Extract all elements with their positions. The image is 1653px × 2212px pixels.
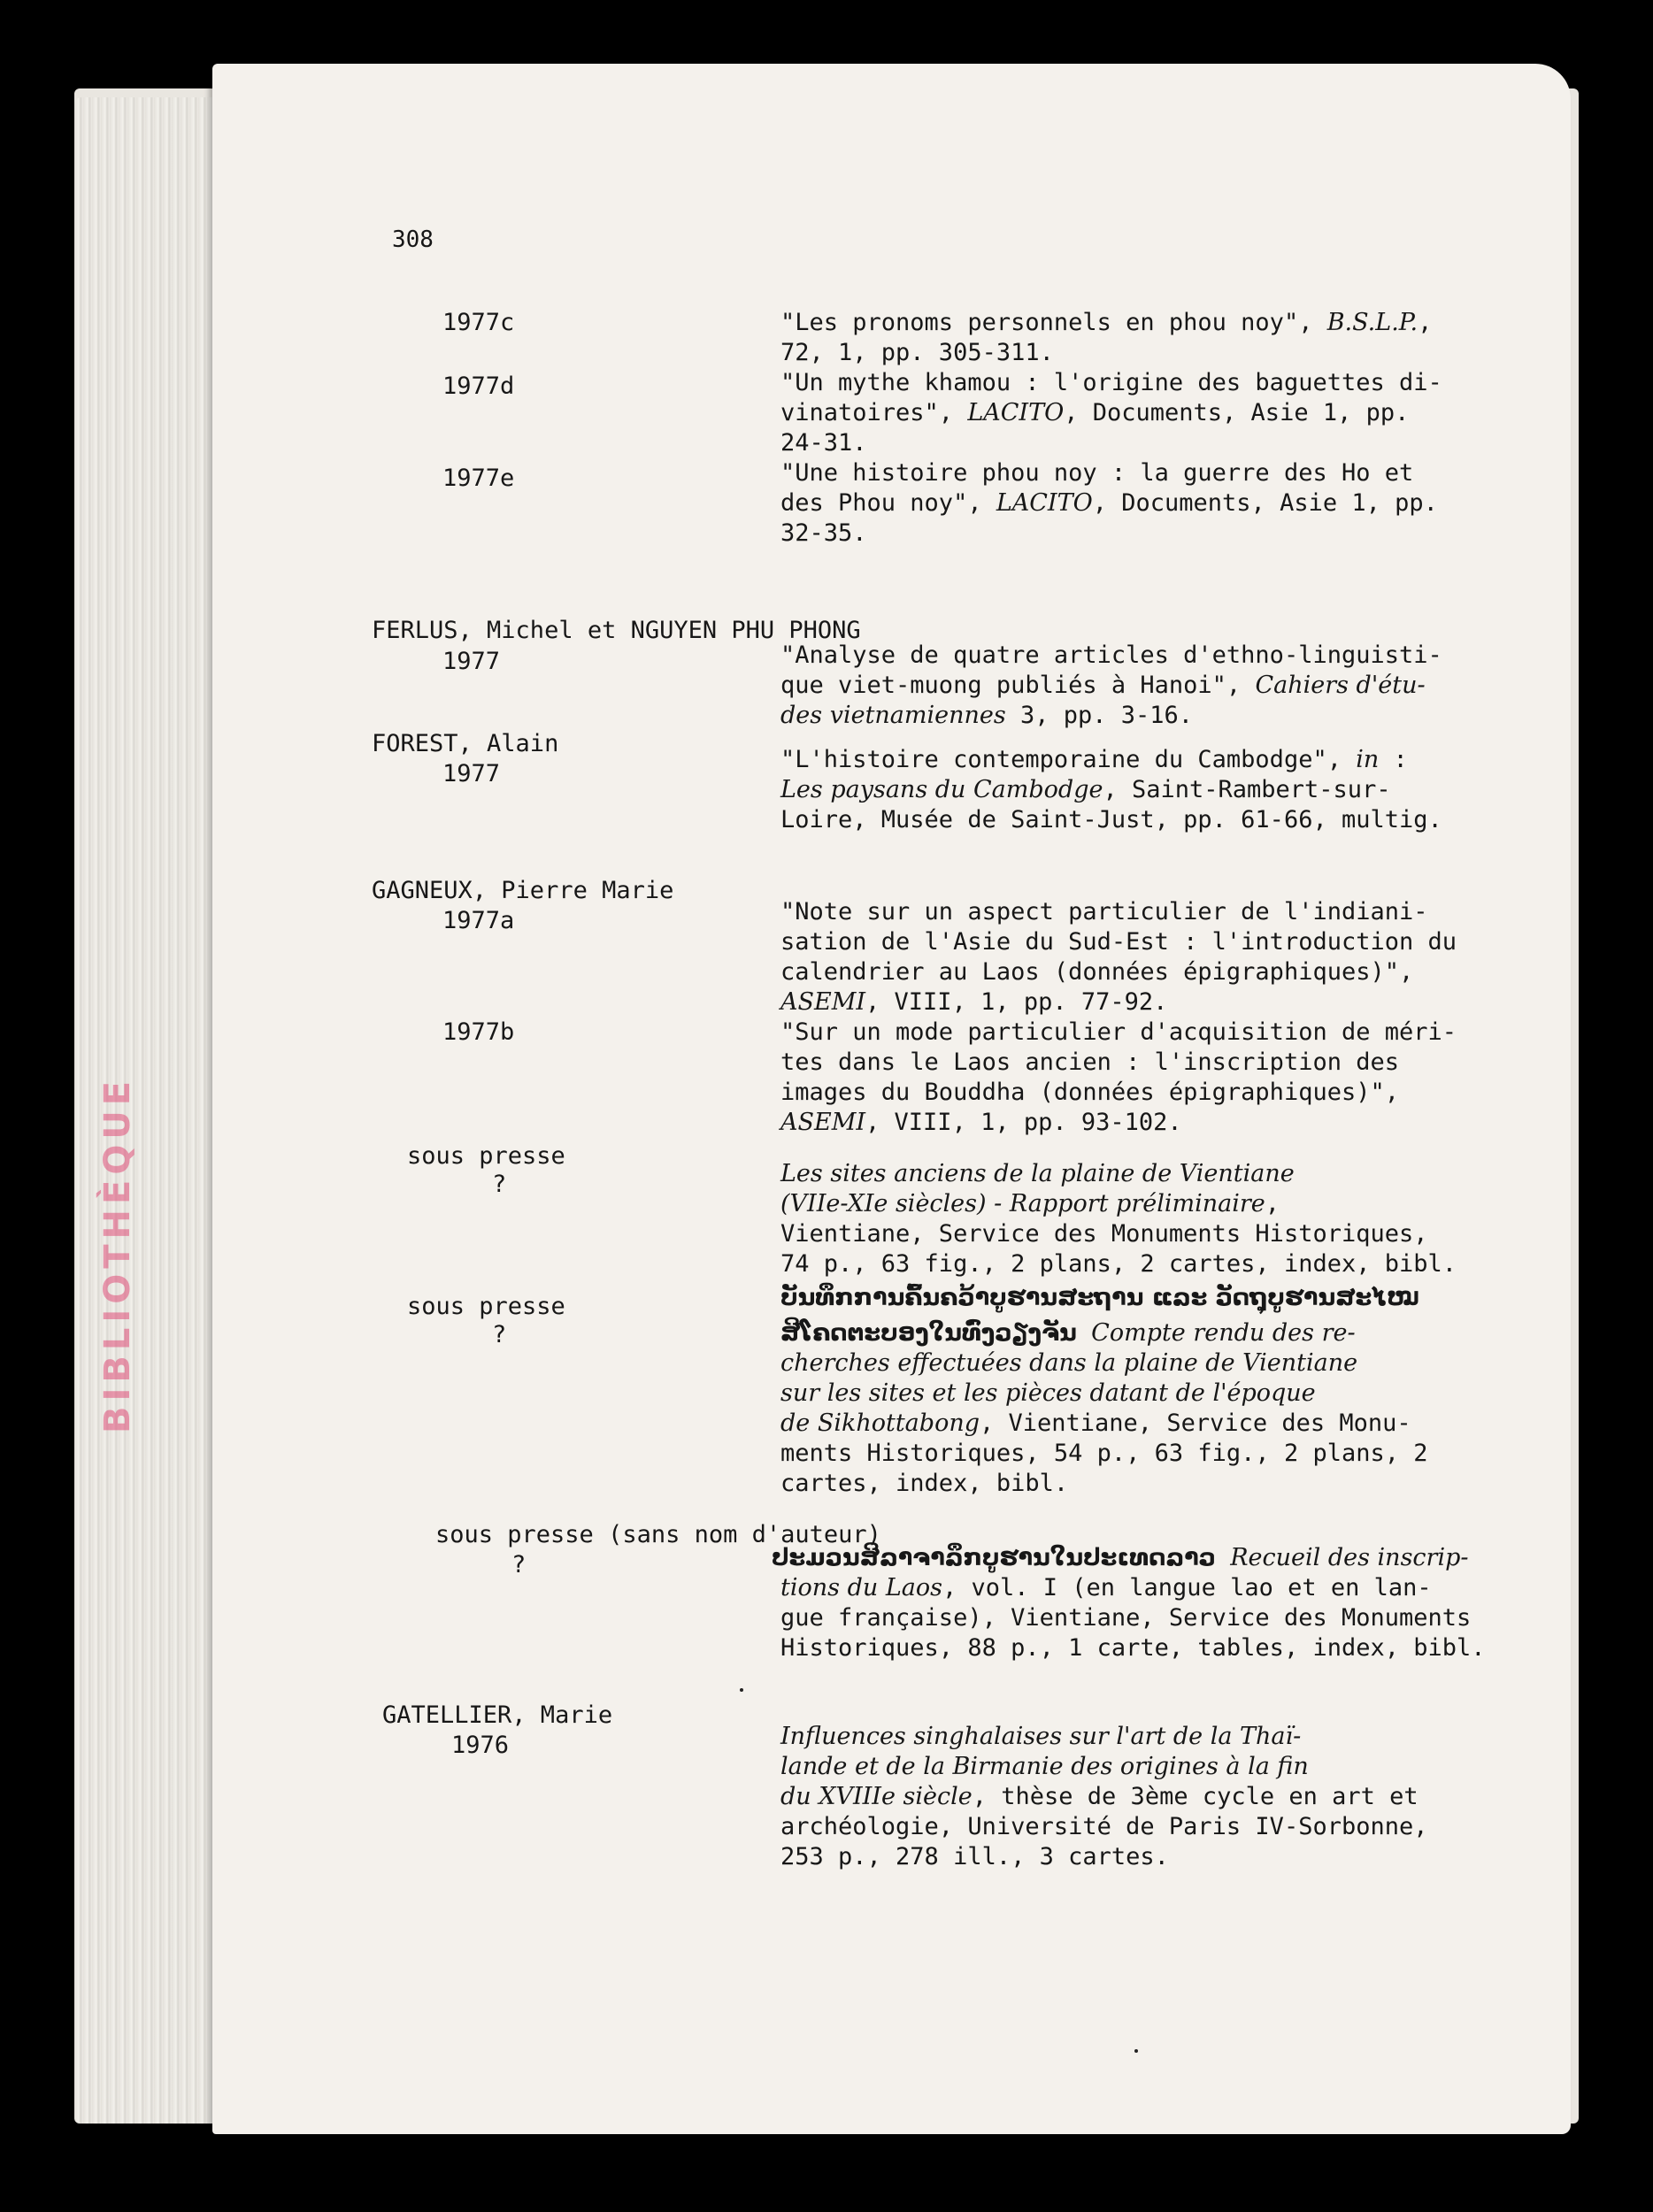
text-line: 1976	[451, 1732, 510, 1759]
text-segment: :	[1379, 746, 1408, 773]
text-segment: , Vientiane, Service des Monu-	[980, 1409, 1411, 1437]
italic-text-segment: LACITO	[996, 489, 1093, 517]
page-number: 308	[392, 227, 434, 253]
italic-text-segment: du XVIIIe siècle	[780, 1783, 973, 1810]
text-segment: ,	[1265, 1190, 1280, 1217]
text-line	[780, 1379, 1316, 1409]
text-line	[780, 1348, 1357, 1379]
ink-speck	[740, 1688, 743, 1692]
italic-text-segment: cherches effectuées dans la plaine de Vientiane	[780, 1349, 1358, 1377]
text-line: "Sur un mode particulier d'acquisition de méri-	[780, 1018, 1457, 1046]
text-segment: , vol. I (en langue lao et en lan-	[942, 1574, 1432, 1601]
text-line: sation de l'Asie du Sud-Est : l'introduction du	[780, 928, 1457, 956]
text-line	[780, 308, 1432, 338]
text-line: images du Bouddha (données épigraphiques)",	[780, 1079, 1399, 1106]
text-line: 72, 1, pp. 305-311.	[780, 339, 1054, 366]
italic-text-segment: in	[1356, 746, 1380, 773]
text-segment: , VIII, 1, pp. 77-92.	[865, 988, 1168, 1016]
text-line: Vientiane, Service des Monuments Historiques,	[780, 1220, 1428, 1248]
lao-text-segment: ບັນທຶກການຄົ້ນຄວ້າບູຮານສະຖານ ແລະ ວັດຖຸບູຮານສະໄໝ	[780, 1284, 1420, 1311]
text-line: FOREST, Alain	[372, 730, 559, 757]
text-line: calendrier au Laos (données épigraphiques)",	[780, 958, 1414, 986]
italic-text-segment: sur les sites et les pièces datant de l'époque	[780, 1379, 1316, 1407]
text-segment: , Documents, Asie 1, pp.	[1064, 399, 1410, 426]
italic-text-segment: lande et de la Birmanie des origines à la fin	[780, 1753, 1309, 1780]
text-segment: , Documents, Asie 1, pp.	[1092, 489, 1438, 517]
text-line: GATELLIER, Marie	[382, 1701, 613, 1729]
text-line: sous presse (sans nom d'auteur)	[435, 1521, 881, 1548]
text-line: ?	[492, 1321, 507, 1348]
text-line: 32-35.	[780, 519, 867, 547]
library-stamp: BIBLIOTHÈQUE	[97, 1075, 138, 1433]
text-line: 1977c	[442, 309, 515, 336]
text-line: 1977	[442, 760, 501, 787]
text-line	[780, 1722, 1301, 1752]
text-segment: vinatoires",	[780, 399, 968, 426]
text-line	[780, 488, 1438, 518]
italic-text-segment: B.S.L.P.	[1326, 309, 1419, 336]
text-line: tes dans le Laos ancien : l'inscription des	[780, 1048, 1399, 1076]
lao-text-segment: ສີໂຄດຕະບອງໃນທົ່ງວຽງຈັນ	[780, 1319, 1077, 1347]
italic-text-segment: Influences singhalaises sur l'art de la Thaï-	[780, 1723, 1302, 1750]
text-segment	[1216, 1544, 1230, 1571]
italic-text-segment: Les sites anciens de la plaine de Vientiane	[780, 1160, 1295, 1187]
italic-text-segment: Cahiers d'étu-	[1255, 672, 1426, 699]
text-line	[780, 1573, 1432, 1603]
italic-text-segment: de Sikhottabong	[780, 1409, 980, 1437]
text-line	[780, 745, 1408, 775]
text-line: ?	[511, 1551, 527, 1578]
italic-text-segment: tions du Laos	[780, 1574, 942, 1601]
text-line: gue française), Vientiane, Service des Monuments	[780, 1604, 1472, 1632]
text-line: 253 p., 278 ill., 3 cartes.	[780, 1843, 1169, 1870]
italic-text-segment: des vietnamiennes	[780, 702, 1006, 729]
italic-text-segment: Compte rendu des re-	[1091, 1319, 1356, 1347]
text-line: 1977e	[442, 465, 515, 492]
text-line: sous presse	[407, 1142, 565, 1170]
text-line	[772, 1543, 1469, 1573]
text-line: ?	[492, 1171, 507, 1198]
text-line	[780, 1283, 1419, 1313]
text-segment: "Les pronoms personnels en phou noy",	[780, 309, 1327, 336]
text-segment	[1077, 1319, 1091, 1347]
text-line: 1977	[442, 648, 501, 675]
text-line	[780, 1159, 1295, 1189]
ink-speck	[1134, 2049, 1138, 2053]
text-line	[780, 1108, 1182, 1138]
text-line	[780, 1318, 1356, 1348]
text-line: 1977b	[442, 1018, 515, 1046]
lao-text-segment: ປະມວນສິລາຈາລຶກບູຮານໃນປະເທດລາວ	[772, 1544, 1216, 1571]
text-segment: 3, pp. 3-16.	[1005, 702, 1194, 729]
text-line: 1977a	[442, 907, 515, 934]
text-line: FERLUS, Michel et NGUYEN PHU PHONG	[372, 617, 861, 644]
text-line: "Note sur un aspect particulier de l'indiani-	[780, 898, 1428, 926]
text-line: sous presse	[407, 1293, 565, 1320]
text-line: cartes, index, bibl.	[780, 1470, 1069, 1497]
italic-text-segment: LACITO	[967, 399, 1065, 426]
text-line: 74 p., 63 fig., 2 plans, 2 cartes, index, bibl.	[780, 1250, 1457, 1278]
italic-text-segment: (VIIe-XIe siècles) - Rapport préliminaire	[780, 1190, 1265, 1217]
italic-text-segment: Recueil des inscrip-	[1230, 1544, 1469, 1571]
text-line: 24-31.	[780, 429, 867, 457]
text-line	[780, 1189, 1280, 1219]
text-line: "Un mythe khamou : l'origine des baguettes di-	[780, 369, 1442, 396]
italic-text-segment: ASEMI	[780, 1109, 866, 1136]
text-line: GAGNEUX, Pierre Marie	[372, 877, 674, 904]
text-line: ments Historiques, 54 p., 63 fig., 2 plans, 2	[780, 1440, 1428, 1467]
italic-text-segment: Les paysans du Cambodge	[780, 776, 1103, 803]
text-line: Historiques, 88 p., 1 carte, tables, index, bibl.	[780, 1634, 1486, 1662]
text-line: 1977d	[442, 373, 515, 400]
text-line	[780, 1752, 1309, 1782]
text-line	[780, 398, 1409, 428]
text-line	[780, 1782, 1419, 1812]
text-line: archéologie, Université de Paris IV-Sorbonne,	[780, 1813, 1428, 1840]
italic-text-segment: ASEMI	[780, 988, 866, 1016]
text-line: Loire, Musée de Saint-Just, pp. 61-66, multig.	[780, 806, 1442, 833]
text-line	[780, 987, 1167, 1018]
text-segment: , Saint-Rambert-sur-	[1103, 776, 1391, 803]
text-line	[780, 701, 1193, 731]
text-segment: ,	[1418, 309, 1433, 336]
text-segment: des Phou noy",	[780, 489, 996, 517]
text-segment: , thèse de 3ème cycle en art et	[972, 1783, 1419, 1810]
text-line: "Une histoire phou noy : la guerre des Ho et	[780, 459, 1414, 487]
text-line: "Analyse de quatre articles d'ethno-linguisti-	[780, 641, 1442, 669]
text-line	[780, 671, 1426, 701]
text-segment: "L'histoire contemporaine du Cambodge",	[780, 746, 1357, 773]
text-line	[780, 775, 1391, 805]
text-line	[780, 1409, 1411, 1439]
text-segment: , VIII, 1, pp. 93-102.	[865, 1109, 1182, 1136]
text-segment: que viet-muong publiés à Hanoi",	[780, 672, 1256, 699]
